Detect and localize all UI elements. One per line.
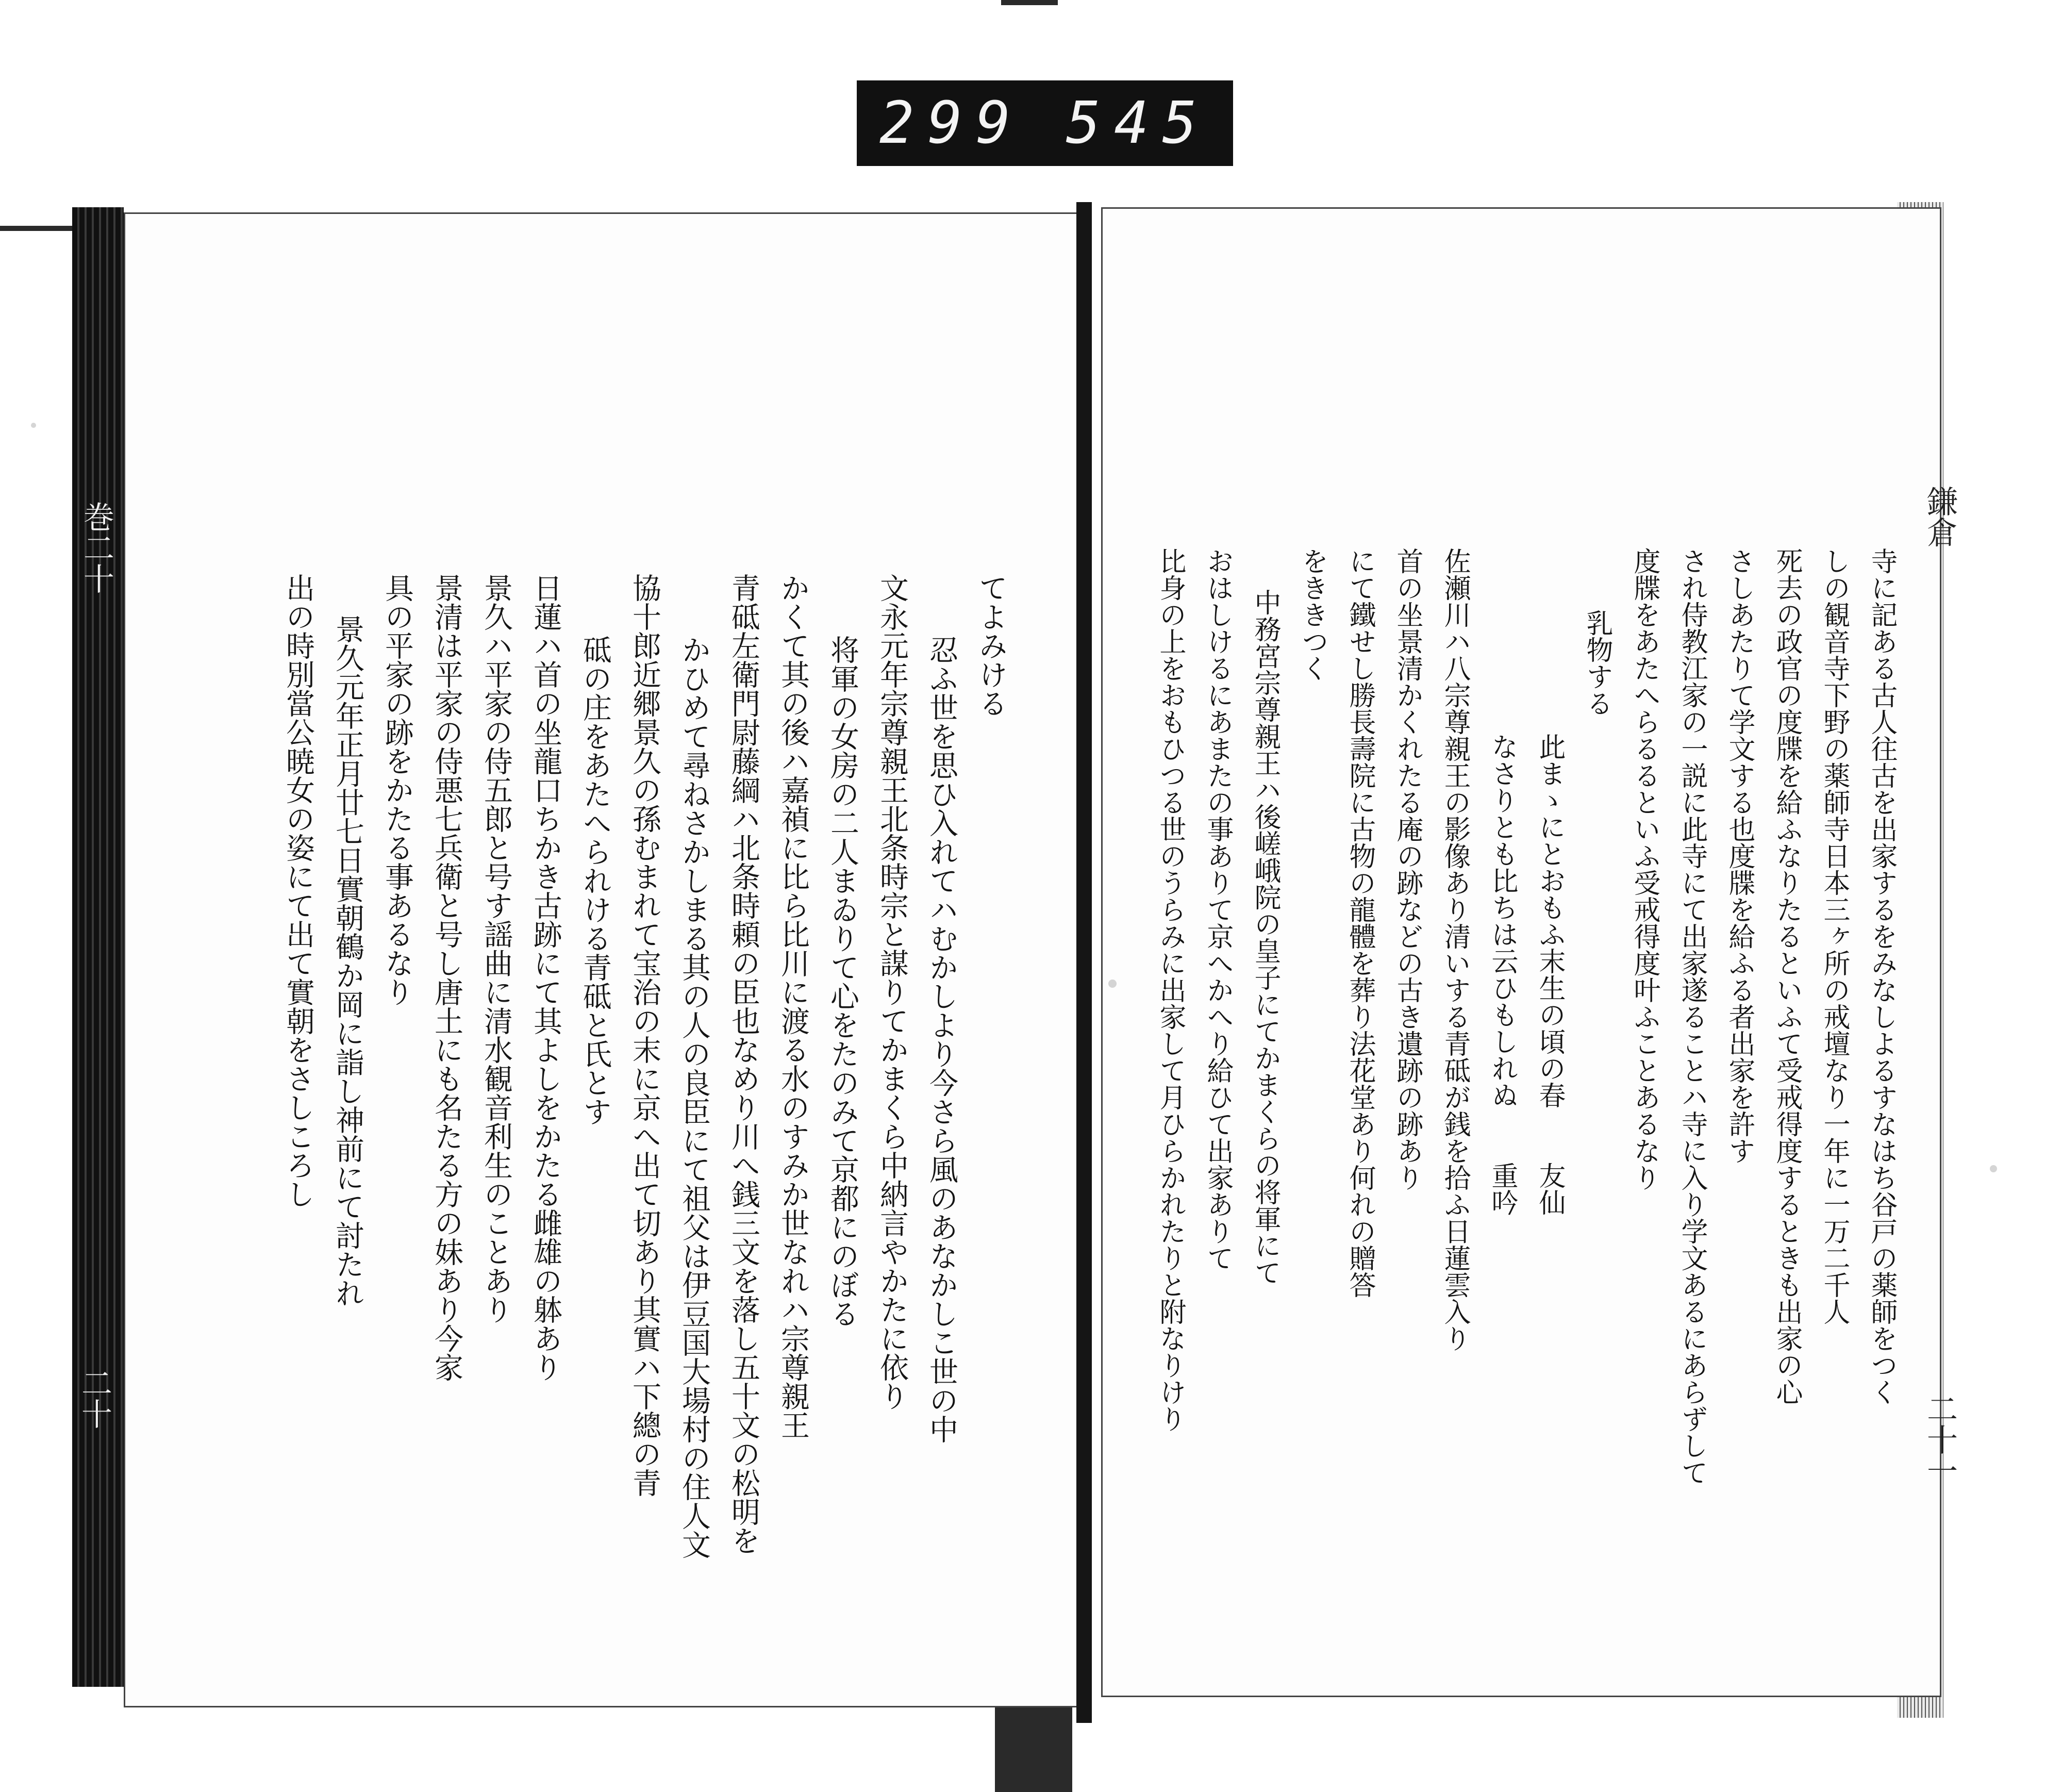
right-page xyxy=(1101,207,1958,1697)
text-column: さしあたりて学文する也度牒を給ふる者出家を許す xyxy=(1724,547,1755,1164)
catalog-number-left: 299 xyxy=(879,90,1024,157)
text-column: をききつく xyxy=(1297,547,1328,682)
catalog-number-right: 545 xyxy=(1066,90,1210,157)
left-edge-line xyxy=(0,226,77,231)
text-column: 景清は平家の侍悪七兵衛と号し唐土にも名たる方の妹あり今家 xyxy=(430,573,463,1382)
text-column: 協十郎近郷景久の孫むまれて宝治の末に京へ出て切あり其實ハ下總の青 xyxy=(628,573,661,1497)
text-column: 日蓮ハ首の坐龍口ちかき古跡にて其よしをかたる雌雄の躰あり xyxy=(529,573,562,1382)
text-column: かひめて尋ねさかしまる其の人の良臣にて祖父は伊豆国大場村の住人文 xyxy=(677,635,711,1559)
text-column: 此まゝにとおもふ末生の頃の春 友仙 xyxy=(1534,733,1565,1216)
left-page xyxy=(76,212,1083,1707)
scan-speck xyxy=(1990,1165,1997,1172)
text-column: 度牒をあたへらるるといふ受戒得度叶ふことあるなり xyxy=(1629,547,1660,1191)
open-book xyxy=(72,197,1958,1723)
text-column: 景久元年正月廿七日實朝鶴か岡に詣し神前にて討たれ xyxy=(331,615,364,1307)
text-column: され侍教江家の一説に此寺にて出家遂ることハ寺に入り学文あるにあらずして xyxy=(1676,547,1707,1486)
left-margin-title: 巻二十 xyxy=(78,501,114,594)
text-column: 寺に記ある古人往古を出家するをみなしよるすなはち谷戸の薬師をつく xyxy=(1866,547,1897,1405)
text-column: 忍ふ世を思ひ入れてハむかしより今さら風のあなかしこ世の中 xyxy=(925,635,958,1443)
text-column: 出の時別當公暁女の姿にて出て實朝をさしころし xyxy=(281,573,315,1208)
text-column: 砥の庄をあたへられける青砥と氏とす xyxy=(578,635,612,1126)
left-page-text xyxy=(263,573,1008,1749)
catalog-number-plate xyxy=(857,80,1233,166)
right-page-text xyxy=(1136,547,1895,1713)
text-column: 佐瀬川ハ八宗尊親王の影像あり清いする青砥が銭を拾ふ日蓮雲入り xyxy=(1439,547,1470,1352)
text-column: おはしけるにあまたの事ありて京へかへり給ひて出家ありて xyxy=(1202,547,1233,1271)
scan-speck xyxy=(1108,980,1117,988)
text-column: 首の坐景清かくれたる庵の跡などの古き遺跡の跡あり xyxy=(1392,547,1423,1191)
text-column: かくて其の後ハ嘉禎に比ら比川に渡る水のすみか世なれハ宗尊親王 xyxy=(776,573,810,1439)
text-column: 景久ハ平家の侍五郎と号す謡曲に清水観音利生のことあり xyxy=(479,573,513,1324)
right-margin-title: 鎌倉 xyxy=(1922,486,1958,547)
text-column: 具の平家の跡をかたる事あるなり xyxy=(380,573,414,1006)
text-column: 青砥左衛門尉藤綱ハ北条時頼の臣也なめり川へ銭三文を落し五十文の松明を xyxy=(727,573,760,1555)
text-column: しの観音寺下野の薬師寺日本三ヶ所の戒壇なり一年に一万二千人 xyxy=(1819,547,1850,1325)
text-column: 将軍の女房の二人まゐりて心をたのみて京都にのぼる xyxy=(826,635,859,1328)
text-column: 死去の政官の度牒を給ふなりたるといふて受戒得度するときも出家の心 xyxy=(1771,547,1802,1405)
text-column: にて鐵せし勝長壽院に古物の龍體を葬り法花堂あり何れの贈答 xyxy=(1344,547,1375,1298)
text-column: 乳物する xyxy=(1582,609,1612,717)
left-page-edges xyxy=(72,207,124,1687)
text-column: なさりとも比ちは云ひもしれぬ 重吟 xyxy=(1487,733,1518,1216)
text-column: 中務宮宗尊親王ハ後嵯峨院の皇子にてかまくらの将軍にて xyxy=(1250,589,1281,1286)
left-margin-page: 二十 xyxy=(76,1367,112,1429)
right-margin-page: 二十一 xyxy=(1922,1393,1958,1486)
text-column: 文永元年宗尊親王北条時宗と謀りてかまくら中納言やかたに依り xyxy=(875,573,909,1411)
text-column: 比身の上をおもひつる世のうらみに出家して月ひらかれたりと附なりけり xyxy=(1155,547,1186,1432)
top-spine-mark xyxy=(1001,0,1058,5)
scan-speck xyxy=(31,423,36,428)
text-column: てよみける xyxy=(974,573,1008,718)
book-gutter xyxy=(1076,202,1092,1723)
